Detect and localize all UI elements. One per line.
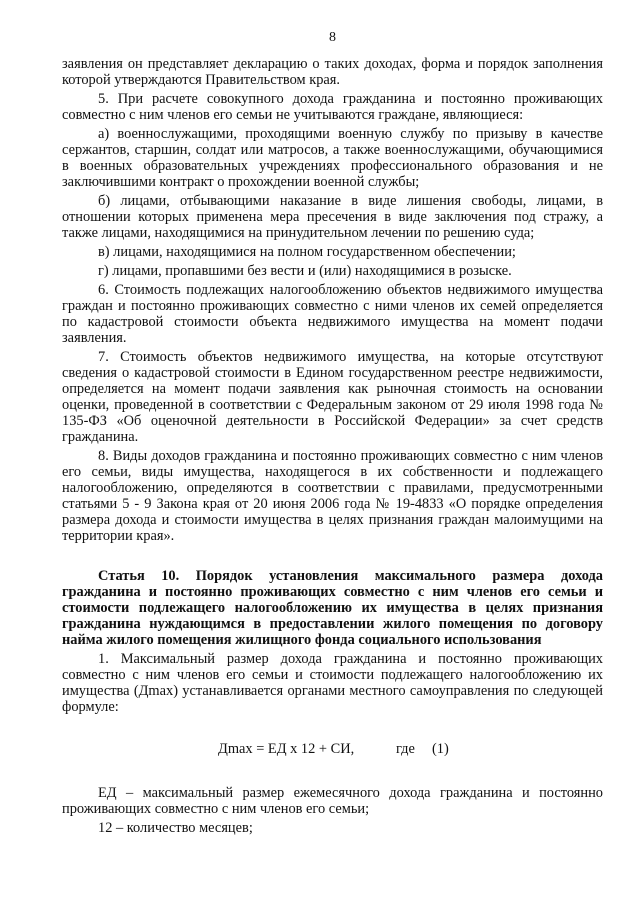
paragraph-continuation: заявления он представляет декларацию о таких доходах, форма и порядок заполнения которой утверждаются Правительством края.	[62, 56, 603, 88]
article-10-paragraph-1: 1. Максимальный размер дохода гражданина и постоянно проживающих совместно с ним членов его семьи и стоимости подлежащего налогообложению их имущества (Дmax) устанавливается органами местного самоуправления по следующей формуле:	[62, 651, 603, 715]
definition-12: 12 – количество месяцев;	[98, 820, 253, 836]
paragraph-5v: в) лицами, находящимися на полном государственном обеспечении;	[98, 244, 516, 260]
definition-ed: ЕД – максимальный размер ежемесячного дохода гражданина и постоянно проживающих совместно с ним членов его семьи;	[62, 785, 603, 817]
formula-expression: Дmax = ЕД х 12 + СИ,	[218, 741, 355, 757]
document-page	[62, 30, 603, 839]
paragraph-6: 6. Стоимость подлежащих налогообложению объектов недвижимого имущества граждан и постоянно проживающих совместно с ними членов их семей определяется по кадастровой стоимости объекта недвижимого имущества на момент подачи заявления.	[62, 282, 603, 346]
paragraph-5a: а) военнослужащими, проходящими военную службу по призыву в качестве сержантов, старшин, солдат или матросов, а также военнослужащими, обучающимися в военных образовательных учреждениях профессионального образования и не заключившими контракт о прохождении военной службы;	[62, 126, 603, 190]
article-10-title: Статья 10. Порядок установления максимального размера дохода гражданина и постоянно проживающих совместно с ним членов его семьи и стоимости подлежащего налогообложению их имущества в целях признания гражданина нуждающимся в предоставлении жилого помещения по договору найма жилого помещения жилищного фонда социального использования	[62, 568, 603, 648]
formula-where-label: где	[396, 741, 415, 757]
paragraph-8: 8. Виды доходов гражданина и постоянно проживающих совместно с ним членов его семьи, виды имущества, находящегося в их собственности и подлежащего налогообложению, определяются в соответствии с правилами, предусмотренными статьями 5 - 9 Закона края от 20 июня 2006 года № 19-4833 «О порядке определения размера дохода и стоимости имущества в целях признания граждан малоимущими на территории края».	[62, 448, 603, 544]
paragraph-5b: б) лицами, отбывающими наказание в виде лишения свободы, лицами, в отношении которых применена мера пресечения в виде заключения под стражу, а также лицами, находящимися на принудительном лечении по решению суда;	[62, 193, 603, 241]
formula-block	[62, 739, 603, 759]
paragraph-5: 5. При расчете совокупного дохода гражданина и постоянно проживающих совместно с ним членов его семьи не учитываются граждане, являющиеся:	[62, 91, 603, 123]
page-number: 8	[329, 30, 336, 45]
paragraph-7: 7. Стоимость объектов недвижимого имущества, на которые отсутствуют сведения о кадастровой стоимости в Едином государственном реестре недвижимости, определяется на момент подачи заявления как рыночная стоимость на основании оценки, проведенной в соответствии с Федеральным законом от 29 июля 1998 года № 135-ФЗ «Об оценочной деятельности в Российской Федерации» за счет средств гражданина.	[62, 349, 603, 445]
formula-number: (1)	[432, 741, 449, 757]
paragraph-5g: г) лицами, пропавшими без вести и (или) находящимися в розыске.	[98, 263, 512, 279]
